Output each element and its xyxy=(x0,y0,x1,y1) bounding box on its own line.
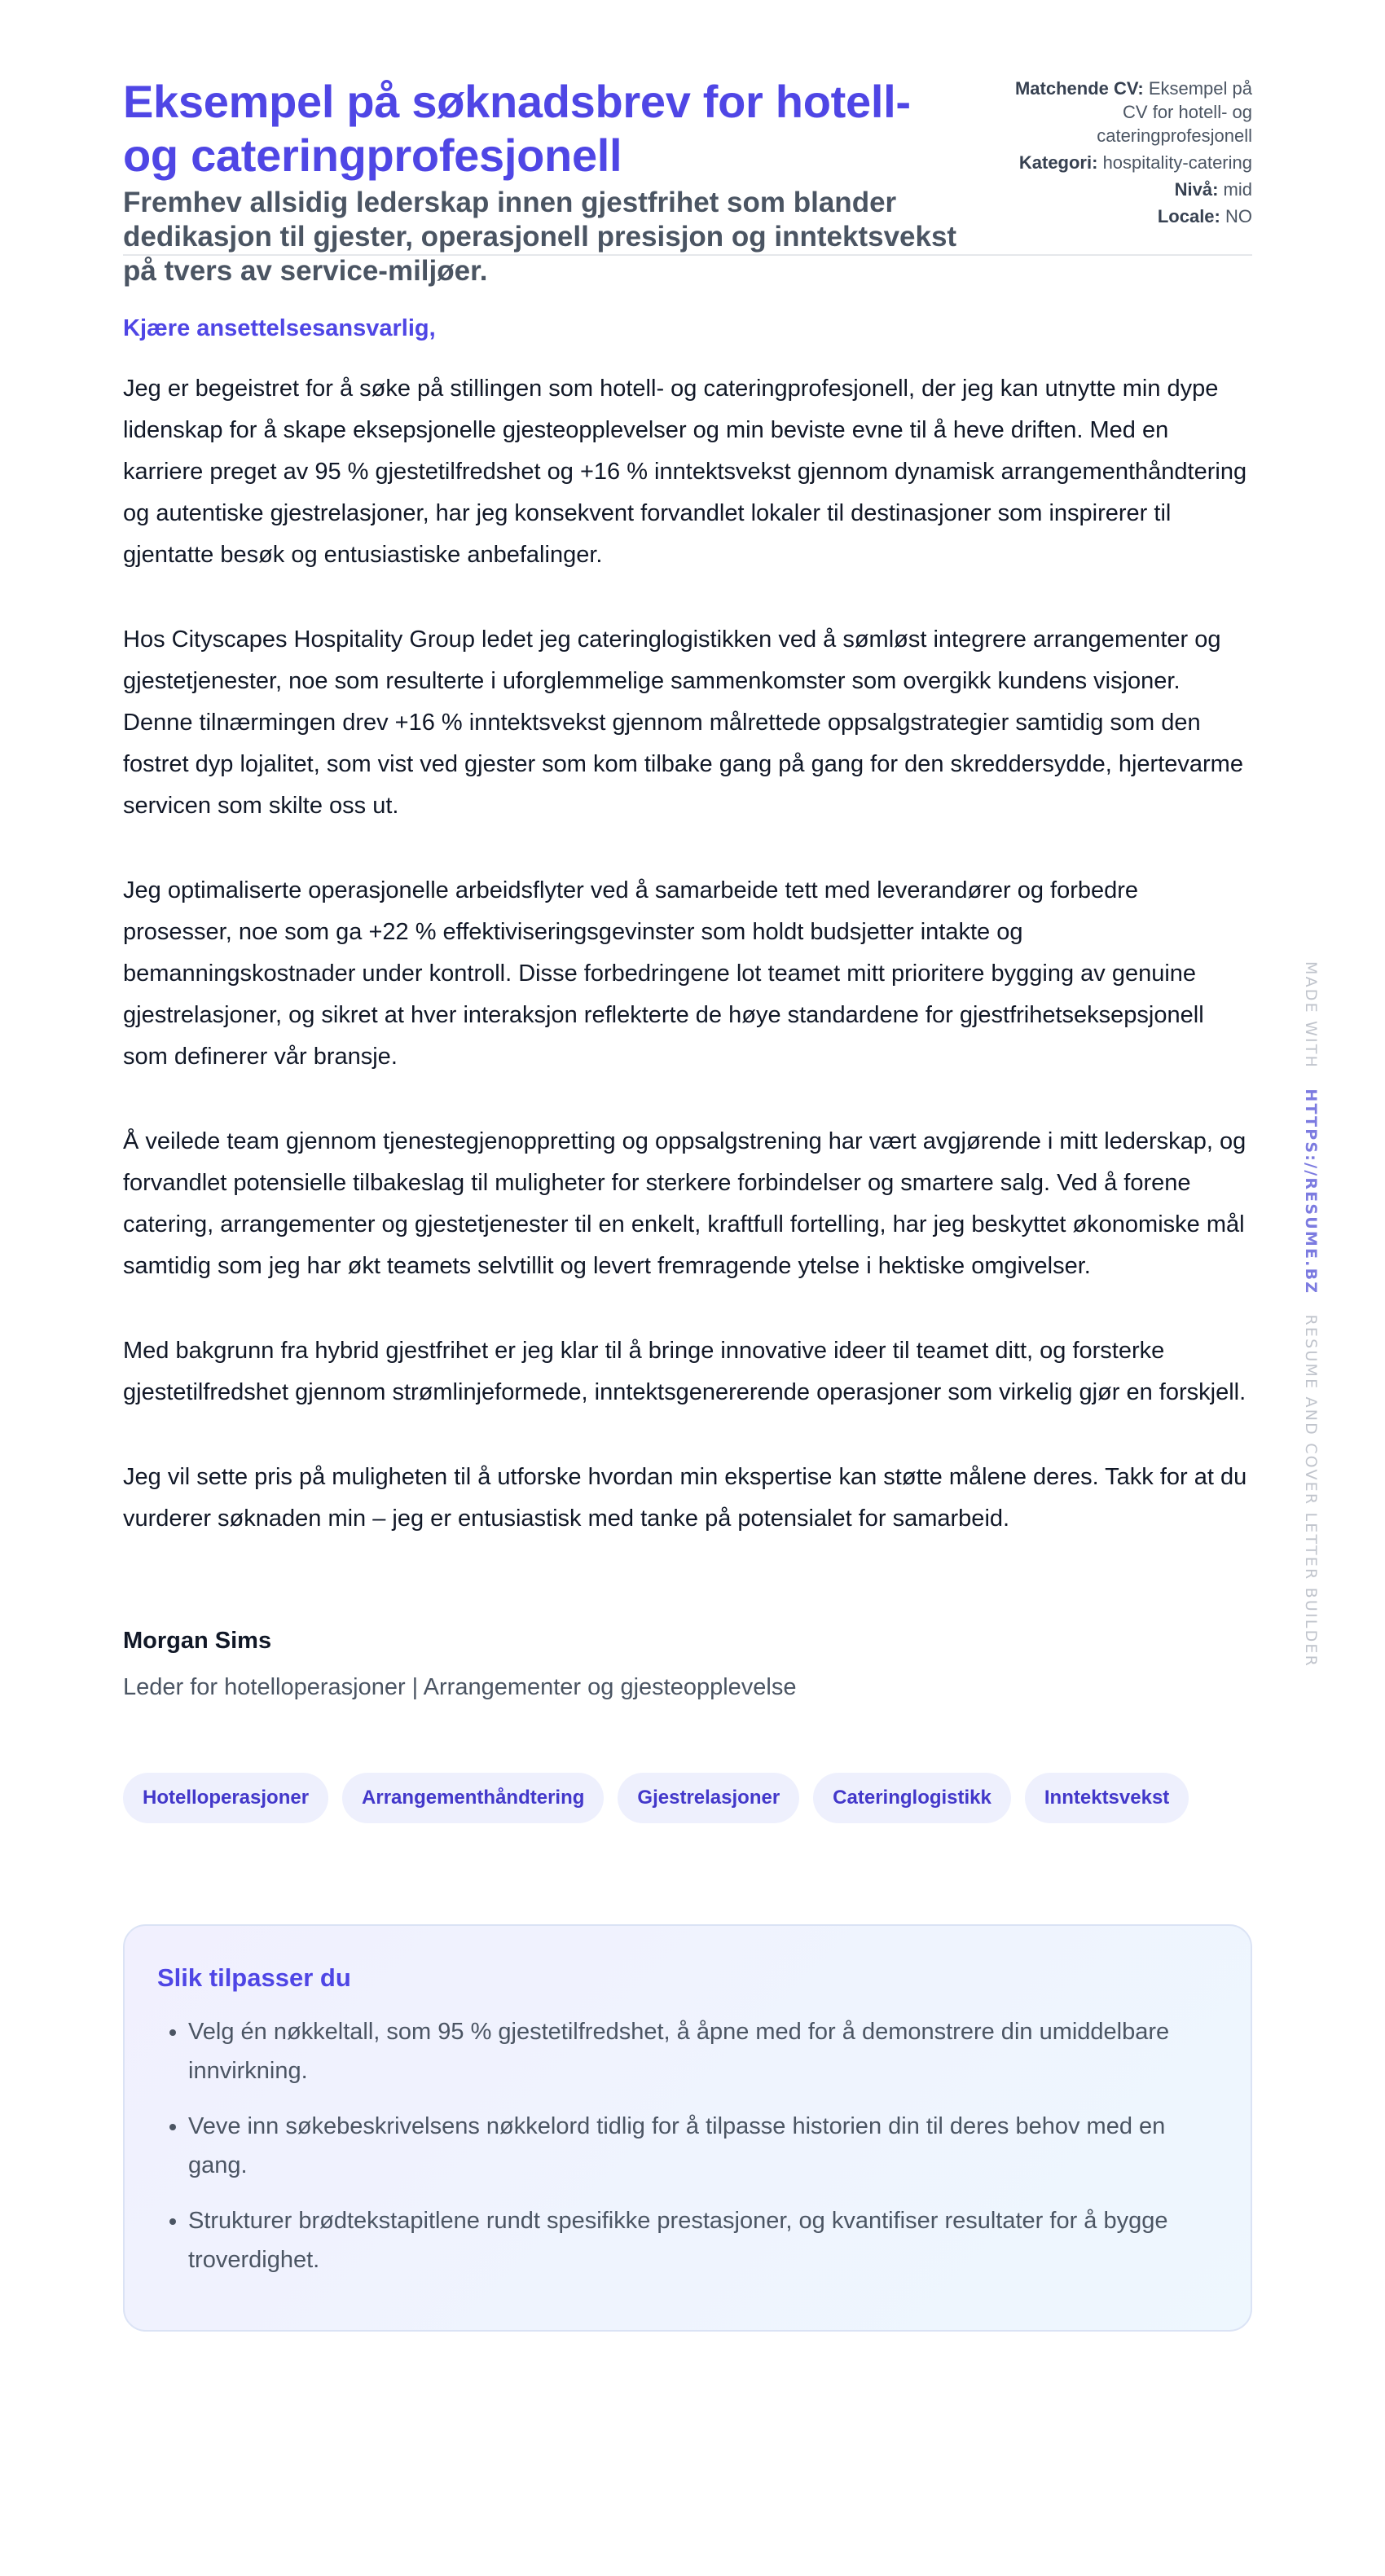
letter-paragraph: Med bakgrunn fra hybrid gjestfrihet er jeg klar til å bringe innovative ideer til teamet ditt, og forsterke gjestetilfredshet gjennom strømlinjeformede, inntektsgenererende operasjoner som virkelig gjør en forskjell. xyxy=(123,1338,1246,1405)
meta-matching-cv-value: Eksempel på CV for hotell- og cateringprofesjonell xyxy=(1097,78,1252,146)
meta-matching-cv-label: Matchende CV: xyxy=(1014,78,1144,99)
letter-paragraph: Å veilede team gjennom tjenestegjenoppretting og oppsalgstrening har vært avgjørende i mitt lederskap, og forvandlet potensielle tilbakeslag til muligheter for sterkere forbindelser og smartere salg. Ved å forene catering, arrangementer og gjestetjenester til en enkelt, kraftfull fortelling, har jeg beskyttet økonomiske mål samtidig som jeg har økt teamets selvtillit og levert fremragende ytelse i hektiske omgivelser. xyxy=(123,1128,1246,1279)
tailoring-tips-card xyxy=(123,1924,1252,2332)
watermark-link[interactable]: HTTPS://RESUME.BZ xyxy=(1302,1088,1320,1295)
skill-tag: Hotelloperasjoner xyxy=(123,1773,328,1823)
watermark-prefix: MADE WITH xyxy=(1302,961,1320,1070)
tip-item: • Strukturer brødtekstapitlene rundt spesifikke prestasjoner, og kvantifiser resultater for å bygge troverdighet. xyxy=(188,2201,1218,2279)
letter-paragraph: Jeg er begeistret for å søke på stillingen som hotell- og cateringprofesjonell, der jeg kan utnytte min dype lidenskap for å skape eksepsjonelle gjesteopplevelser og min beviste evne til å heve driften. Med en karriere preget av 95 % gjestetilfredshet og +16 % inntektsvekst gjennom dynamisk arrangementhåndtering og autentiske gjestrelasjoner, har jeg konsekvent forvandlet lokaler til destinasjoner som inspirerer til gjentatte besøk og entusiastiske anbefalinger. xyxy=(123,376,1247,568)
meta-locale-label: Locale: xyxy=(1157,206,1220,226)
meta-locale xyxy=(991,204,1252,228)
letter-paragraph: Hos Cityscapes Hospitality Group ledet jeg cateringlogistikken ved å sømløst integrere arrangementer og gjestetjenester, noe som resulterte i uforglemmelige sammenkomster som overgikk kundens visjoner. Denne tilnærmingen drev +16 % inntektsvekst gjennom målrettede oppsalgstrategier samtidig som den fostret dyp lojalitet, som vist ved gjester som kom tilbake gang på gang for den skreddersydde, hjertevarme servicen som skilte oss ut. xyxy=(123,626,1243,819)
tips-title: Slik tilpasser du xyxy=(157,1963,351,1992)
skill-tag: Arrangementhåndtering xyxy=(342,1773,604,1823)
meta-level-label: Nivå: xyxy=(1174,179,1219,200)
side-watermark xyxy=(1302,961,1320,1668)
tips-list xyxy=(157,2012,1218,2279)
page-header xyxy=(123,0,1252,287)
meta-category-value: hospitality-catering xyxy=(1102,152,1252,173)
meta-matching-cv xyxy=(991,77,1252,147)
skill-tag: Cateringlogistikk xyxy=(813,1773,1011,1823)
skill-tag: Gjestrelasjoner xyxy=(618,1773,799,1823)
page-subtitle: Fremhev allsidig lederskap innen gjestfrihet som blander dedikasjon til gjester, operasjonell presisjon og inntektsvekst på tvers av service-miljøer. xyxy=(123,187,957,287)
letter-paragraph: Jeg optimaliserte operasjonelle arbeidsflyter ved å samarbeide tett med leverandører og forbedre prosesser, noe som ga +22 % effektiviseringsgevinster som holdt budsjetter intakte og bemanningskostnader under kontroll. Disse forbedringene lot teamet mitt prioritere bygging av genuine gjestrelasjoner, og sikret at hver interaksjon reflekterte de høye standardene for gjestfrihetseksepsjonell som definerer vår bransje. xyxy=(123,877,1204,1070)
skill-tag: Inntektsvekst xyxy=(1025,1773,1189,1823)
meta-level xyxy=(991,178,1252,201)
meta-level-value: mid xyxy=(1223,179,1252,200)
letter-body xyxy=(123,313,1252,1703)
cover-letter-page xyxy=(123,0,1252,2332)
meta-category xyxy=(991,151,1252,174)
tip-item: • Veve inn søkebeskrivelsens nøkkelord tidlig for å tilpasse historien din til deres behov med en gang. xyxy=(188,2107,1218,2185)
signature-title: Leder for hotelloperasjoner | Arrangementer og gjesteopplevelse xyxy=(123,1674,797,1700)
meta-panel xyxy=(991,77,1252,231)
meta-category-label: Kategori: xyxy=(1018,152,1098,173)
letter-greeting: Kjære ansettelsesansvarlig, xyxy=(123,315,436,341)
page-title: Eksempel på søknadsbrev for hotell- og cateringprofesjonell xyxy=(123,76,911,181)
tip-item: • Velg én nøkkeltall, som 95 % gjestetilfredshet, å åpne med for å demonstrere din umiddelbare innvirkning. xyxy=(188,2012,1218,2090)
watermark-suffix: RESUME AND COVER LETTER BUILDER xyxy=(1302,1314,1320,1668)
signature-name: Morgan Sims xyxy=(123,1628,272,1654)
skill-tags xyxy=(123,1773,1252,1823)
meta-locale-value: NO xyxy=(1225,206,1252,226)
letter-paragraph: Jeg vil sette pris på muligheten til å utforske hvordan min ekspertise kan støtte målene deres. Takk for at du vurderer søknaden min – jeg er entusiastisk med tanke på potensialet for samarbeid. xyxy=(123,1464,1247,1532)
header-title-block xyxy=(123,75,970,288)
